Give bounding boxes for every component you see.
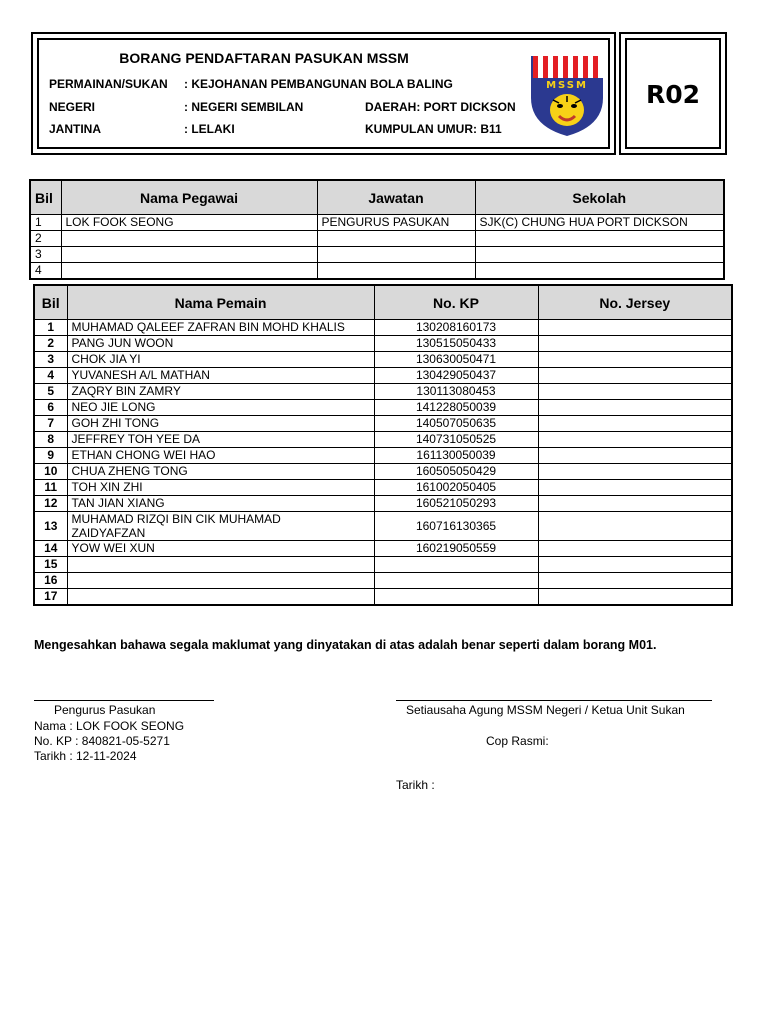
header-box xyxy=(31,32,616,155)
negeri-label: NEGERI xyxy=(49,100,96,114)
player-cell-kp: 160219050559 xyxy=(374,541,538,557)
player-cell-bil: 4 xyxy=(34,368,67,384)
signature-line-left xyxy=(34,700,214,701)
header-inner-box xyxy=(37,38,610,149)
player-header-bil: Bil xyxy=(34,285,67,320)
player-cell-kp: 130630050471 xyxy=(374,352,538,368)
player-row xyxy=(34,416,732,432)
player-cell-jersey xyxy=(538,416,732,432)
staff-header-row xyxy=(30,180,724,215)
staff-cell-jawatan xyxy=(317,247,475,263)
staff-cell-sekolah: SJK(C) CHUNG HUA PORT DICKSON xyxy=(475,215,724,231)
player-cell-kp: 130208160173 xyxy=(374,320,538,336)
player-cell-kp: 160521050293 xyxy=(374,496,538,512)
staff-header-bil: Bil xyxy=(30,180,61,215)
player-row xyxy=(34,496,732,512)
player-row xyxy=(34,432,732,448)
player-cell-jersey xyxy=(538,352,732,368)
player-cell-jersey xyxy=(538,512,732,541)
player-cell-kp: 140507050635 xyxy=(374,416,538,432)
player-row xyxy=(34,589,732,606)
player-cell-jersey xyxy=(538,541,732,557)
player-cell-bil: 12 xyxy=(34,496,67,512)
staff-cell-sekolah xyxy=(475,231,724,247)
player-cell-bil: 15 xyxy=(34,557,67,573)
player-cell-nama xyxy=(67,589,374,606)
player-row xyxy=(34,352,732,368)
signature-left-title: Pengurus Pasukan xyxy=(54,703,156,717)
player-cell-bil: 3 xyxy=(34,352,67,368)
player-cell-kp: 161130050039 xyxy=(374,448,538,464)
player-cell-bil: 9 xyxy=(34,448,67,464)
player-cell-bil: 11 xyxy=(34,480,67,496)
staff-cell-nama xyxy=(61,231,317,247)
signature-right-tarikh: Tarikh : xyxy=(396,778,435,792)
player-row xyxy=(34,400,732,416)
negeri-value: : NEGERI SEMBILAN xyxy=(184,100,304,114)
player-cell-nama: JEFFREY TOH YEE DA xyxy=(67,432,374,448)
player-cell-nama xyxy=(67,512,374,541)
player-cell-jersey xyxy=(538,557,732,573)
player-row xyxy=(34,320,732,336)
player-header-kp: No. KP xyxy=(374,285,538,320)
staff-row xyxy=(30,231,724,247)
staff-row xyxy=(30,215,724,231)
kumpulan-value: KUMPULAN UMUR: B11 xyxy=(365,122,502,136)
player-cell-jersey xyxy=(538,320,732,336)
staff-cell-bil: 2 xyxy=(30,231,61,247)
player-cell-bil: 16 xyxy=(34,573,67,589)
staff-cell-nama: LOK FOOK SEONG xyxy=(61,215,317,231)
staff-cell-jawatan xyxy=(317,263,475,280)
player-cell-jersey xyxy=(538,448,732,464)
player-cell-bil: 2 xyxy=(34,336,67,352)
player-cell-nama: YOW WEI XUN xyxy=(67,541,374,557)
player-cell-jersey xyxy=(538,368,732,384)
player-cell-bil: 8 xyxy=(34,432,67,448)
permainan-label: PERMAINAN/SUKAN xyxy=(49,77,168,91)
player-cell-jersey xyxy=(538,589,732,606)
jantina-value: : LELAKI xyxy=(184,122,235,136)
player-table xyxy=(33,284,733,606)
player-cell-nama: ETHAN CHONG WEI HAO xyxy=(67,448,374,464)
player-row xyxy=(34,384,732,400)
staff-cell-sekolah xyxy=(475,247,724,263)
player-name-line-1: MUHAMAD RIZQI BIN CIK MUHAMAD xyxy=(71,512,281,526)
player-cell-kp xyxy=(374,557,538,573)
player-cell-jersey xyxy=(538,384,732,400)
player-cell-kp: 130113080453 xyxy=(374,384,538,400)
player-row xyxy=(34,448,732,464)
confirmation-text: Mengesahkan bahawa segala maklumat yang dinyatakan di atas adalah benar seperti dalam borang M01. xyxy=(34,638,657,652)
player-cell-kp: 160716130365 xyxy=(374,512,538,541)
staff-cell-jawatan: PENGURUS PASUKAN xyxy=(317,215,475,231)
staff-cell-sekolah xyxy=(475,263,724,280)
player-cell-bil: 7 xyxy=(34,416,67,432)
signature-left-nama: Nama : LOK FOOK SEONG xyxy=(34,719,185,733)
form-title: BORANG PENDAFTARAN PASUKAN MSSM xyxy=(119,50,409,66)
staff-cell-bil: 3 xyxy=(30,247,61,263)
player-header-nama: Nama Pemain xyxy=(67,285,374,320)
staff-header-jawatan: Jawatan xyxy=(317,180,475,215)
player-cell-bil: 14 xyxy=(34,541,67,557)
player-row xyxy=(34,573,732,589)
player-row xyxy=(34,557,732,573)
form-code-box xyxy=(619,32,727,155)
player-row xyxy=(34,480,732,496)
player-cell-jersey xyxy=(538,480,732,496)
player-cell-kp: 130429050437 xyxy=(374,368,538,384)
player-cell-jersey xyxy=(538,496,732,512)
player-row xyxy=(34,464,732,480)
player-header-jersey: No. Jersey xyxy=(538,285,732,320)
signature-line-right xyxy=(396,700,712,701)
player-cell-nama: TAN JIAN XIANG xyxy=(67,496,374,512)
player-cell-nama: NEO JIE LONG xyxy=(67,400,374,416)
signature-right-cop: Cop Rasmi: xyxy=(486,734,549,748)
staff-cell-bil: 1 xyxy=(30,215,61,231)
player-cell-bil: 13 xyxy=(34,512,67,541)
player-cell-nama: TOH XIN ZHI xyxy=(67,480,374,496)
logo-text: MSSM xyxy=(546,80,588,91)
player-cell-nama xyxy=(67,557,374,573)
signature-left-tarikh: Tarikh : 12-11-2024 xyxy=(34,749,137,763)
player-cell-kp xyxy=(374,573,538,589)
player-cell-kp: 160505050429 xyxy=(374,464,538,480)
permainan-value: : KEJOHANAN PEMBANGUNAN BOLA BALING xyxy=(184,77,453,91)
player-cell-jersey xyxy=(538,336,732,352)
staff-cell-jawatan xyxy=(317,231,475,247)
player-row xyxy=(34,368,732,384)
player-name-line-2: ZAIDYAFZAN xyxy=(71,526,146,540)
player-cell-bil: 10 xyxy=(34,464,67,480)
player-cell-jersey xyxy=(538,573,732,589)
mssm-logo-icon xyxy=(529,54,605,138)
player-cell-nama: MUHAMAD QALEEF ZAFRAN BIN MOHD KHALIS xyxy=(67,320,374,336)
staff-cell-bil: 4 xyxy=(30,263,61,280)
player-header-row xyxy=(34,285,732,320)
player-cell-kp: 161002050405 xyxy=(374,480,538,496)
signature-left-kp: No. KP : 840821-05-5271 xyxy=(34,734,170,748)
daerah-value: DAERAH: PORT DICKSON xyxy=(365,100,516,114)
staff-table xyxy=(29,179,725,280)
player-cell-jersey xyxy=(538,432,732,448)
player-cell-bil: 5 xyxy=(34,384,67,400)
player-row xyxy=(34,336,732,352)
player-cell-nama: PANG JUN WOON xyxy=(67,336,374,352)
player-cell-jersey xyxy=(538,464,732,480)
staff-header-sekolah: Sekolah xyxy=(475,180,724,215)
staff-cell-nama xyxy=(61,263,317,280)
player-cell-kp: 130515050433 xyxy=(374,336,538,352)
player-cell-nama: CHOK JIA YI xyxy=(67,352,374,368)
form-code: R02 xyxy=(645,80,701,109)
jantina-label: JANTINA xyxy=(49,122,102,136)
staff-row xyxy=(30,263,724,280)
player-row xyxy=(34,541,732,557)
player-cell-nama: YUVANESH A/L MATHAN xyxy=(67,368,374,384)
staff-cell-nama xyxy=(61,247,317,263)
player-cell-kp: 140731050525 xyxy=(374,432,538,448)
player-cell-kp xyxy=(374,589,538,606)
player-cell-bil: 1 xyxy=(34,320,67,336)
player-cell-nama xyxy=(67,573,374,589)
player-cell-jersey xyxy=(538,400,732,416)
player-cell-nama: CHUA ZHENG TONG xyxy=(67,464,374,480)
staff-row xyxy=(30,247,724,263)
signature-right-title: Setiausaha Agung MSSM Negeri / Ketua Unit Sukan xyxy=(406,703,685,717)
player-cell-kp: 141228050039 xyxy=(374,400,538,416)
player-row xyxy=(34,512,732,541)
player-cell-bil: 6 xyxy=(34,400,67,416)
form-code-inner-box xyxy=(625,38,721,149)
staff-header-nama: Nama Pegawai xyxy=(61,180,317,215)
player-cell-bil: 17 xyxy=(34,589,67,606)
player-cell-nama: GOH ZHI TONG xyxy=(67,416,374,432)
player-cell-nama: ZAQRY BIN ZAMRY xyxy=(67,384,374,400)
